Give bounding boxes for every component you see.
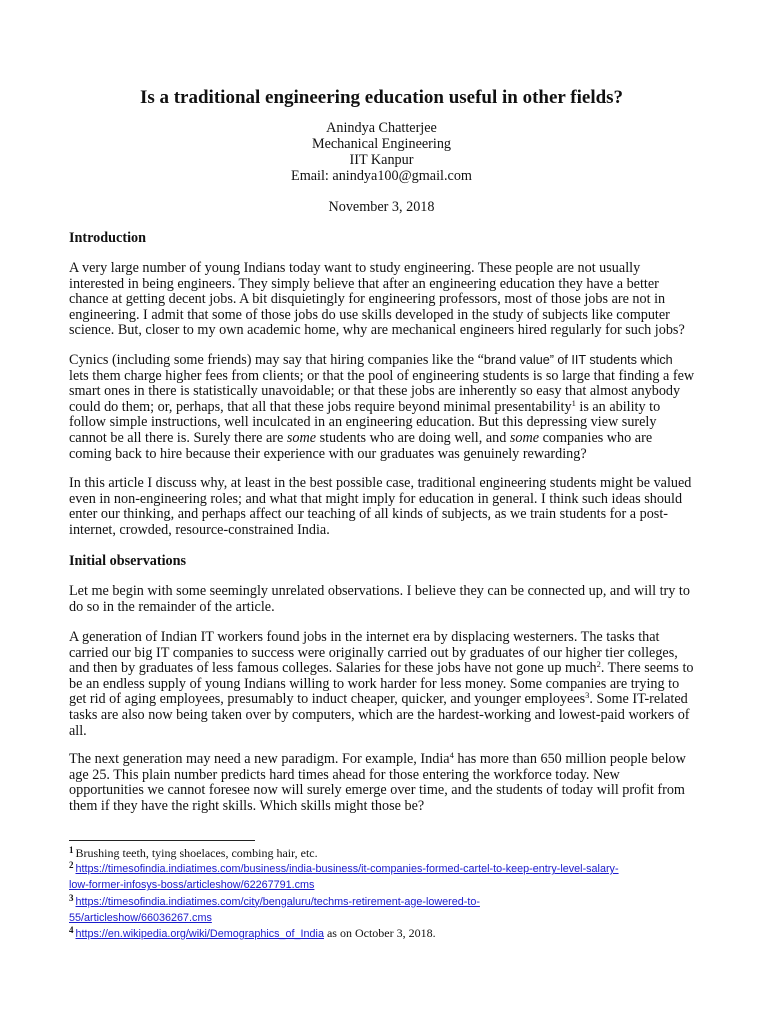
- text-span: could do them; or, perhaps, that all that these jobs require beyond minimal presentability: [69, 398, 572, 415]
- text-line: Let me begin with some seemingly unrelated observations. I believe they can be connected up, and will try to: [69, 583, 690, 599]
- text-line: opportunities we cannot foresee now will surely emerge over time, and the students of today will profit from: [69, 782, 685, 799]
- footnote-number: 2: [69, 860, 74, 871]
- text-line: age 25. This plain number predicts hard times ahead for those entering the workforce today. New: [69, 766, 620, 783]
- footnote-3: [69, 894, 694, 910]
- author-email: Email: anindya100@gmail.com: [291, 168, 472, 184]
- text-span: . Some IT-related: [589, 691, 688, 708]
- footnote-ref[interactable]: 4: [449, 750, 454, 760]
- text-span: companies who are: [539, 429, 653, 446]
- intro-paragraph-3: [69, 476, 694, 538]
- text-span: cannot be all there is. Surely there are: [69, 429, 287, 446]
- text-line: be an endless supply of young Indians willing to work harder for less money. Some companies are trying to: [69, 675, 680, 692]
- author-institution: IIT Kanpur: [349, 152, 414, 168]
- text-span: students who are doing well, and: [316, 429, 510, 446]
- footnote-ref[interactable]: 3: [585, 690, 590, 701]
- footnote-ref[interactable]: 2: [596, 659, 601, 670]
- text-line: [69, 431, 694, 447]
- text-line: do so in the remainder of the article.: [69, 598, 275, 615]
- text-span-sans: brand value” of IIT students which: [483, 353, 673, 367]
- text-line: smart ones in there is statistically unavoidable; or that these jobs are inherently so easy that almost anybody: [69, 383, 681, 400]
- text-span: get rid of aging employees, presumably to induct cheaper, quicker, and younger employees: [69, 691, 586, 708]
- text-line: A generation of Indian IT workers found jobs in the internet era by displacing westerners. The tasks that: [69, 629, 660, 645]
- text-line: [69, 397, 694, 416]
- text-line: chance at getting decent jobs. A bit disquietingly for engineering professors, most of those jobs are not in: [69, 291, 666, 308]
- section-heading-introduction: Introduction: [69, 230, 146, 246]
- text-line: enter our thinking, and perhaps affect our teaching of all kinds of subjects, as we train students for a post-: [69, 506, 668, 523]
- footnote-number: 1: [69, 845, 74, 855]
- footnote-text: as on October 3, 2018.: [323, 926, 436, 941]
- intro-paragraph-1: [69, 261, 694, 339]
- text-line: In this article I discuss why, at least in the best possible case, traditional engineering students might be valued: [69, 475, 692, 491]
- text-span: and then by graduates of less famous colleges. Salaries for these jobs have not gone up much: [69, 660, 597, 677]
- initial-paragraph-2: [69, 630, 694, 739]
- text-line: them if they have the right skills. Which skills might those be?: [69, 797, 425, 814]
- text-line: [69, 353, 694, 369]
- text-span: Cynics (including some friends) may say that hiring companies like the “: [69, 352, 484, 368]
- footnote-separator: [69, 840, 255, 841]
- text-line: follow simple instructions, well inculcated in an engineering education. But this depressing view surely: [69, 414, 657, 431]
- footnote-number: 4: [69, 925, 74, 936]
- footnote-4: [69, 926, 694, 942]
- footnote-ref[interactable]: 1: [571, 397, 576, 408]
- footnote-link-continuation[interactable]: 55/articleshow/66036267.cms: [69, 911, 212, 924]
- footnote-text: Brushing teeth, tying shoelaces, combing hair, etc.: [75, 846, 318, 860]
- author-name: Anindya Chatterjee: [326, 120, 437, 136]
- paper-title: Is a traditional engineering education useful in other fields?: [139, 87, 624, 108]
- footnote-2-continuation: [69, 877, 694, 893]
- emphasis: some: [286, 429, 317, 446]
- footnotes: [69, 846, 694, 942]
- footnote-link[interactable]: https://en.wikipedia.org/wiki/Demographics_of_India: [75, 928, 324, 941]
- text-line: coming back to hire because their experience with our graduates was genuinely rewarding?: [69, 445, 587, 462]
- text-line: [69, 752, 694, 768]
- footnote-3-continuation: [69, 910, 694, 926]
- text-line: carried our big IT companies to success were originally carried out by graduates of our higher tier colleges,: [69, 644, 678, 661]
- section-heading-initial-observations: Initial observations: [69, 553, 187, 569]
- text-line: [69, 661, 694, 677]
- text-line: [69, 692, 694, 708]
- text-line: science. But, closer to my own academic home, why are mechanical engineers hired regularly for such jobs?: [69, 322, 685, 339]
- author-department: Mechanical Engineering: [311, 136, 452, 152]
- author-block: [69, 120, 694, 184]
- footnote-link[interactable]: https://timesofindia.indiatimes.com/business/india-business/it-companies-formed-cartel-to-keep-entry-level-salary-: [75, 863, 619, 876]
- emphasis: some: [509, 429, 540, 446]
- text-line: A very large number of young Indians today want to study engineering. These people are not usually: [69, 260, 641, 276]
- text-span: has more than 650 million people below: [453, 751, 686, 767]
- text-line: internet, crowded, resource-constrained India.: [69, 521, 330, 538]
- text-line: interested in being engineers. They simply believe that after an engineering education they have a better: [69, 275, 659, 292]
- initial-paragraph-3: [69, 752, 694, 814]
- text-line: all.: [69, 722, 87, 739]
- initial-paragraph-1: [69, 584, 694, 615]
- footnote-number: 3: [69, 892, 74, 903]
- intro-paragraph-2: [69, 353, 694, 462]
- text-line: engineering. I admit that some of those jobs do use skills developed in the study of subjects like computer: [69, 306, 670, 323]
- footnote-1: [69, 846, 694, 861]
- text-span: . There seems to: [600, 660, 694, 677]
- publication-date: November 3, 2018: [328, 199, 435, 215]
- text-line: even in non-engineering roles; and what that might imply for education in general. I think such ideas should: [69, 490, 683, 507]
- footnote-link-continuation[interactable]: low-former-infosys-boss/articleshow/62267791.cms: [69, 879, 315, 892]
- document-page: [69, 0, 694, 1024]
- text-span: is an ability to: [575, 398, 661, 415]
- text-line: lets them charge higher fees from clients; or that the pool of engineering students is so large that finding a few: [69, 367, 695, 384]
- text-span: The next generation may need a new paradigm. For example, India: [69, 751, 450, 767]
- footnote-2: [69, 861, 694, 877]
- footnote-link[interactable]: https://timesofindia.indiatimes.com/city/bengaluru/techms-retirement-age-lowered-to-: [75, 895, 480, 908]
- text-line: tasks are also now being taken over by computers, which are the hardest-working and lowest-paid workers of: [69, 706, 690, 723]
